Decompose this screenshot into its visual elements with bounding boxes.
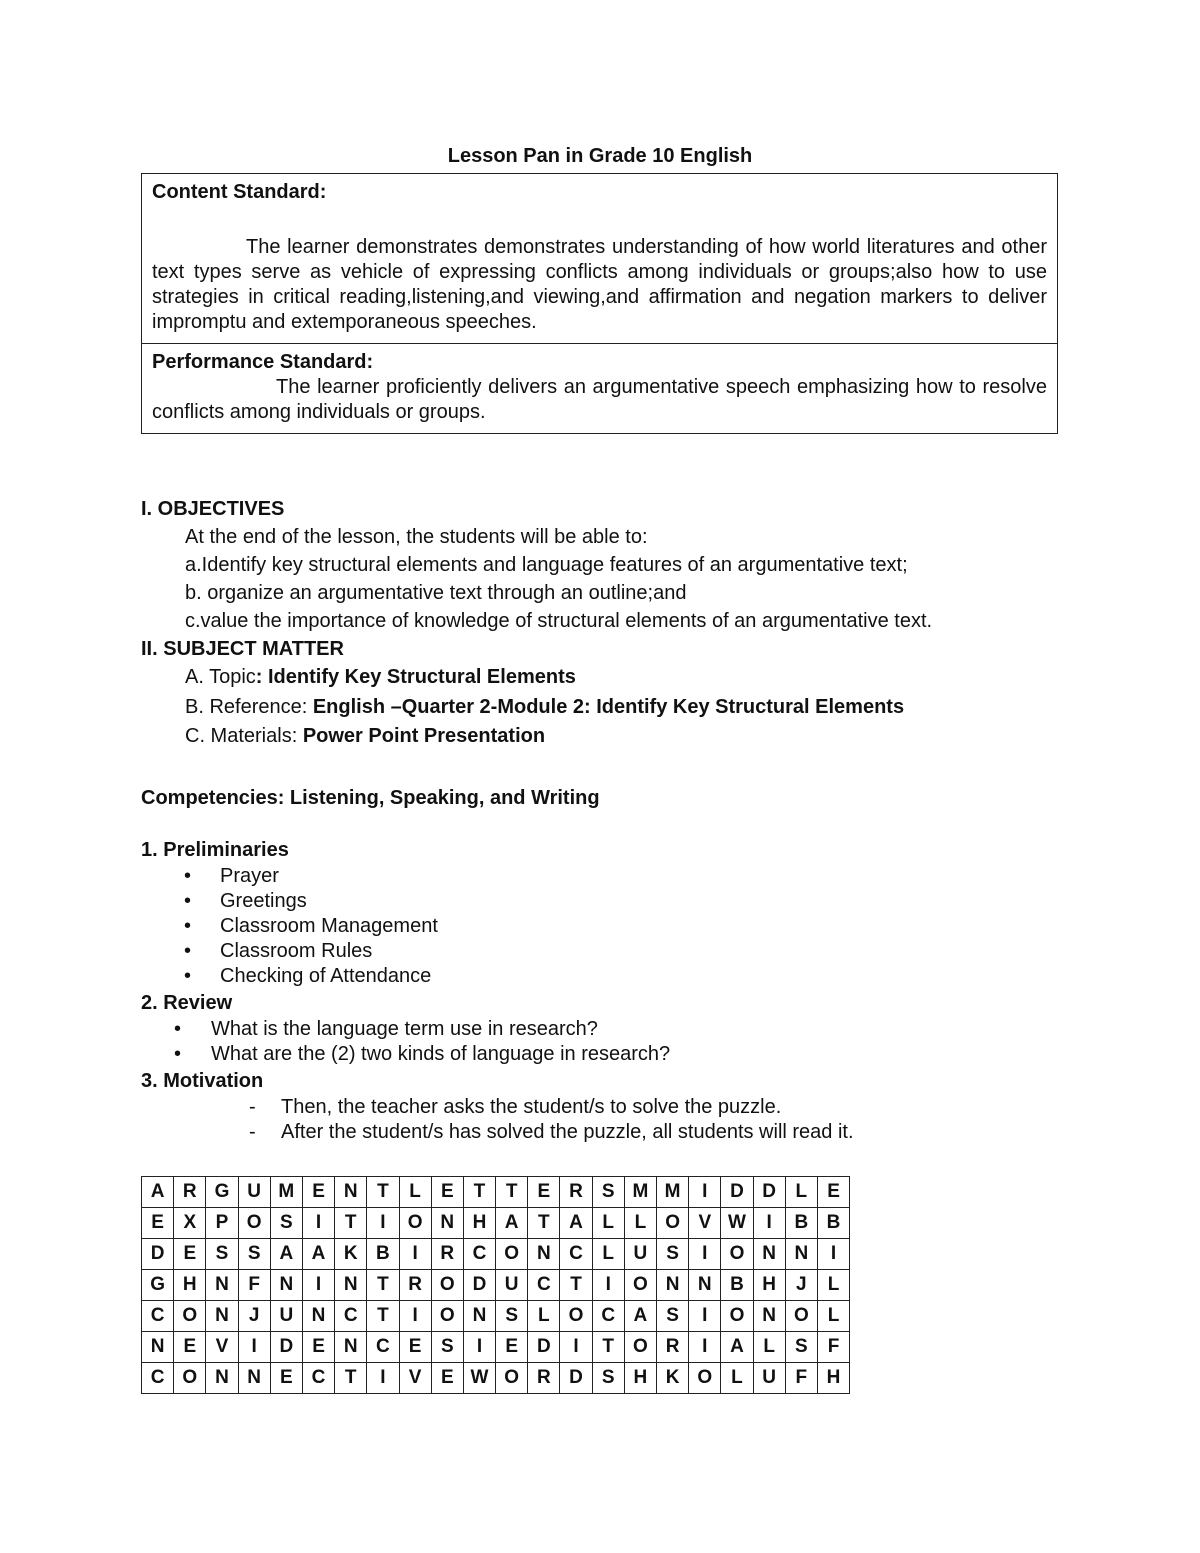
- puzzle-row: [142, 1239, 850, 1270]
- puzzle-cell: T: [592, 1332, 624, 1363]
- puzzle-cell: I: [753, 1208, 785, 1239]
- objective-item: c.value the importance of knowledge of structural elements of an argumentative text.: [185, 610, 933, 632]
- puzzle-cell: C: [142, 1301, 174, 1332]
- puzzle-cell: N: [657, 1270, 689, 1301]
- standards-table: [141, 173, 1058, 434]
- puzzle-cell: S: [657, 1239, 689, 1270]
- puzzle-cell: O: [560, 1301, 592, 1332]
- performance-standard-text: The learner proficiently delivers an argumentative speech emphasizing how to resolve conflicts among individuals or groups.: [152, 376, 1047, 423]
- puzzle-cell: X: [174, 1208, 206, 1239]
- puzzle-cell: N: [753, 1301, 785, 1332]
- puzzle-cell: I: [689, 1177, 721, 1208]
- topic-line: [141, 663, 1041, 693]
- puzzle-cell: E: [817, 1177, 849, 1208]
- puzzle-cell: S: [206, 1239, 238, 1270]
- puzzle-cell: U: [624, 1239, 656, 1270]
- puzzle-cell: I: [592, 1270, 624, 1301]
- puzzle-cell: R: [174, 1177, 206, 1208]
- puzzle-cell: N: [335, 1332, 367, 1363]
- puzzle-cell: B: [721, 1270, 753, 1301]
- puzzle-cell: N: [206, 1363, 238, 1394]
- objective-item: b. organize an argumentative text through an outline;and: [185, 582, 687, 604]
- puzzle-cell: T: [528, 1208, 560, 1239]
- puzzle-cell: R: [560, 1177, 592, 1208]
- puzzle-cell: A: [624, 1301, 656, 1332]
- puzzle-cell: L: [592, 1208, 624, 1239]
- puzzle-cell: E: [528, 1177, 560, 1208]
- puzzle-cell: E: [142, 1208, 174, 1239]
- topic-label: A. Topic: [185, 666, 256, 688]
- puzzle-cell: G: [206, 1177, 238, 1208]
- puzzle-cell: D: [528, 1332, 560, 1363]
- puzzle-cell: O: [785, 1301, 817, 1332]
- puzzle-cell: I: [367, 1208, 399, 1239]
- puzzle-cell: J: [785, 1270, 817, 1301]
- puzzle-cell: E: [270, 1363, 302, 1394]
- puzzle-cell: T: [335, 1363, 367, 1394]
- preliminaries-list: [141, 864, 1041, 989]
- puzzle-cell: N: [270, 1270, 302, 1301]
- puzzle-cell: N: [142, 1332, 174, 1363]
- puzzle-cell: N: [238, 1363, 270, 1394]
- puzzle-cell: C: [463, 1239, 495, 1270]
- puzzle-cell: W: [463, 1363, 495, 1394]
- puzzle-cell: B: [367, 1239, 399, 1270]
- puzzle-cell: O: [238, 1208, 270, 1239]
- puzzle-cell: E: [302, 1177, 334, 1208]
- puzzle-cell: H: [463, 1208, 495, 1239]
- review-list: [141, 1017, 1041, 1067]
- puzzle-cell: L: [753, 1332, 785, 1363]
- puzzle-cell: S: [592, 1177, 624, 1208]
- puzzle-cell: S: [270, 1208, 302, 1239]
- puzzle-cell: D: [142, 1239, 174, 1270]
- materials-label: C. Materials:: [185, 725, 303, 747]
- puzzle-cell: E: [399, 1332, 431, 1363]
- puzzle-cell: T: [367, 1177, 399, 1208]
- puzzle-cell: T: [367, 1270, 399, 1301]
- puzzle-cell: C: [367, 1332, 399, 1363]
- puzzle-cell: L: [528, 1301, 560, 1332]
- preliminaries-heading: 1. Preliminaries: [141, 838, 289, 861]
- puzzle-cell: O: [174, 1301, 206, 1332]
- puzzle-cell: N: [431, 1208, 463, 1239]
- puzzle-cell: L: [721, 1363, 753, 1394]
- puzzle-cell: N: [463, 1301, 495, 1332]
- motivation-heading: 3. Motivation: [141, 1069, 264, 1092]
- puzzle-cell: N: [302, 1301, 334, 1332]
- puzzle-cell: D: [560, 1363, 592, 1394]
- puzzle-cell: I: [238, 1332, 270, 1363]
- puzzle-cell: N: [335, 1177, 367, 1208]
- puzzle-cell: I: [399, 1301, 431, 1332]
- puzzle-row: [142, 1208, 850, 1239]
- puzzle-cell: I: [463, 1332, 495, 1363]
- puzzle-row: [142, 1363, 850, 1394]
- puzzle-cell: I: [367, 1363, 399, 1394]
- puzzle-cell: S: [431, 1332, 463, 1363]
- list-item: • Classroom Rules: [141, 939, 1041, 964]
- puzzle-cell: T: [463, 1177, 495, 1208]
- puzzle-row: [142, 1301, 850, 1332]
- puzzle-cell: C: [528, 1270, 560, 1301]
- puzzle-cell: W: [721, 1208, 753, 1239]
- puzzle-cell: O: [721, 1301, 753, 1332]
- puzzle-cell: N: [335, 1270, 367, 1301]
- puzzle-cell: E: [496, 1332, 528, 1363]
- puzzle-cell: U: [270, 1301, 302, 1332]
- puzzle-cell: U: [238, 1177, 270, 1208]
- puzzle-cell: I: [302, 1208, 334, 1239]
- puzzle-cell: U: [753, 1363, 785, 1394]
- reference-label: B. Reference:: [185, 695, 313, 718]
- puzzle-cell: I: [689, 1239, 721, 1270]
- puzzle-cell: C: [142, 1363, 174, 1394]
- puzzle-cell: K: [335, 1239, 367, 1270]
- puzzle-cell: O: [689, 1363, 721, 1394]
- puzzle-cell: H: [753, 1270, 785, 1301]
- puzzle-cell: S: [785, 1332, 817, 1363]
- puzzle-cell: I: [399, 1239, 431, 1270]
- puzzle-cell: P: [206, 1208, 238, 1239]
- puzzle-cell: C: [302, 1363, 334, 1394]
- puzzle-cell: E: [431, 1177, 463, 1208]
- puzzle-cell: O: [174, 1363, 206, 1394]
- review-heading: 2. Review: [141, 991, 233, 1014]
- puzzle-cell: L: [817, 1301, 849, 1332]
- puzzle-cell: S: [238, 1239, 270, 1270]
- puzzle-cell: I: [302, 1270, 334, 1301]
- puzzle-cell: O: [496, 1363, 528, 1394]
- lesson-body: [141, 495, 1041, 1145]
- puzzle-cell: N: [785, 1239, 817, 1270]
- puzzle-cell: O: [721, 1239, 753, 1270]
- puzzle-cell: D: [463, 1270, 495, 1301]
- puzzle-cell: V: [206, 1332, 238, 1363]
- puzzle-cell: O: [624, 1270, 656, 1301]
- puzzle-cell: I: [560, 1332, 592, 1363]
- puzzle-cell: F: [785, 1363, 817, 1394]
- materials-line: [141, 722, 1041, 752]
- puzzle-cell: R: [657, 1332, 689, 1363]
- puzzle-cell: D: [721, 1177, 753, 1208]
- puzzle-cell: O: [624, 1332, 656, 1363]
- puzzle-cell: N: [689, 1270, 721, 1301]
- puzzle-cell: S: [496, 1301, 528, 1332]
- puzzle-cell: I: [817, 1239, 849, 1270]
- objectives-heading: I. OBJECTIVES: [141, 498, 285, 520]
- puzzle-cell: T: [367, 1301, 399, 1332]
- content-standard-row: [142, 174, 1058, 344]
- topic-value: : Identify Key Structural Elements: [255, 666, 576, 688]
- puzzle-cell: R: [399, 1270, 431, 1301]
- competencies-heading: Competencies: Listening, Speaking, and Writing: [141, 786, 600, 809]
- puzzle-cell: C: [335, 1301, 367, 1332]
- puzzle-cell: E: [174, 1239, 206, 1270]
- spacer: [141, 752, 1041, 784]
- puzzle-cell: T: [496, 1177, 528, 1208]
- subject-matter-heading: II. SUBJECT MATTER: [141, 638, 344, 660]
- puzzle-row: [142, 1332, 850, 1363]
- puzzle-cell: M: [624, 1177, 656, 1208]
- reference-value: English –Quarter 2-Module 2: Identify Key Structural Elements: [312, 695, 905, 718]
- puzzle-cell: C: [560, 1239, 592, 1270]
- puzzle-cell: F: [238, 1270, 270, 1301]
- puzzle-cell: A: [560, 1208, 592, 1239]
- puzzle-cell: O: [431, 1301, 463, 1332]
- reference-line: [141, 693, 1041, 723]
- puzzle-cell: N: [528, 1239, 560, 1270]
- puzzle-cell: N: [206, 1270, 238, 1301]
- puzzle-cell: B: [785, 1208, 817, 1239]
- puzzle-cell: R: [528, 1363, 560, 1394]
- performance-standard-cell: [142, 344, 1058, 434]
- materials-value: Power Point Presentation: [302, 725, 546, 747]
- puzzle-cell: L: [592, 1239, 624, 1270]
- puzzle-cell: R: [431, 1239, 463, 1270]
- puzzle-cell: A: [721, 1332, 753, 1363]
- list-item: • Greetings: [141, 889, 1041, 914]
- list-item: • What are the (2) two kinds of language in research?: [141, 1042, 1041, 1067]
- puzzle-cell: A: [496, 1208, 528, 1239]
- puzzle-cell: L: [785, 1177, 817, 1208]
- motivation-list: [141, 1095, 1041, 1145]
- puzzle-cell: O: [431, 1270, 463, 1301]
- puzzle-cell: N: [753, 1239, 785, 1270]
- puzzle-cell: C: [592, 1301, 624, 1332]
- puzzle-cell: J: [238, 1301, 270, 1332]
- puzzle-cell: T: [335, 1208, 367, 1239]
- puzzle-cell: D: [753, 1177, 785, 1208]
- objective-item: a.Identify key structural elements and language features of an argumentative text;: [185, 554, 908, 576]
- list-item: • Prayer: [141, 864, 1041, 889]
- puzzle-cell: I: [689, 1332, 721, 1363]
- performance-standard-label: Performance Standard:: [152, 351, 374, 373]
- puzzle-cell: M: [657, 1177, 689, 1208]
- content-standard-text: The learner demonstrates demonstrates understanding of how world literatures and other text types serve as vehicle of expressing conflicts among individuals or groups;also how to use strategies in critical reading,listening,and viewing,and affirmation and negation markers to deliver impromptu and extemporaneous speeches.: [152, 236, 1047, 333]
- puzzle-cell: D: [270, 1332, 302, 1363]
- puzzle-cell: E: [174, 1332, 206, 1363]
- performance-standard-row: [142, 344, 1058, 434]
- puzzle-cell: A: [270, 1239, 302, 1270]
- list-item: - Then, the teacher asks the student/s to solve the puzzle.: [141, 1095, 1041, 1120]
- list-item: • What is the language term use in research?: [141, 1017, 1041, 1042]
- list-item: • Checking of Attendance: [141, 964, 1041, 989]
- puzzle-cell: L: [624, 1208, 656, 1239]
- puzzle-cell: V: [689, 1208, 721, 1239]
- puzzle-cell: S: [592, 1363, 624, 1394]
- page-title: Lesson Pan in Grade 10 English: [447, 145, 753, 167]
- puzzle-cell: G: [142, 1270, 174, 1301]
- puzzle-cell: L: [399, 1177, 431, 1208]
- spacer: [141, 812, 1041, 836]
- puzzle-cell: U: [496, 1270, 528, 1301]
- puzzle-cell: O: [657, 1208, 689, 1239]
- list-item: • Classroom Management: [141, 914, 1041, 939]
- puzzle-cell: H: [624, 1363, 656, 1394]
- puzzle-cell: M: [270, 1177, 302, 1208]
- puzzle-cell: F: [817, 1332, 849, 1363]
- word-search-puzzle: [141, 1176, 850, 1394]
- puzzle-cell: H: [817, 1363, 849, 1394]
- puzzle-cell: S: [657, 1301, 689, 1332]
- puzzle-cell: O: [399, 1208, 431, 1239]
- puzzle-cell: E: [302, 1332, 334, 1363]
- puzzle-cell: T: [560, 1270, 592, 1301]
- puzzle-cell: A: [142, 1177, 174, 1208]
- content-standard-label: Content Standard:: [152, 181, 327, 203]
- puzzle-cell: L: [817, 1270, 849, 1301]
- puzzle-cell: I: [689, 1301, 721, 1332]
- puzzle-cell: V: [399, 1363, 431, 1394]
- objectives-intro: At the end of the lesson, the students will be able to:: [185, 526, 648, 548]
- content-standard-cell: [142, 174, 1058, 344]
- puzzle-row: [142, 1270, 850, 1301]
- puzzle-cell: B: [817, 1208, 849, 1239]
- puzzle-cell: N: [206, 1301, 238, 1332]
- puzzle-cell: O: [496, 1239, 528, 1270]
- puzzle-cell: K: [657, 1363, 689, 1394]
- puzzle-cell: A: [302, 1239, 334, 1270]
- puzzle-cell: E: [431, 1363, 463, 1394]
- puzzle-cell: H: [174, 1270, 206, 1301]
- puzzle-row: [142, 1177, 850, 1208]
- list-item: - After the student/s has solved the puzzle, all students will read it.: [141, 1120, 1041, 1145]
